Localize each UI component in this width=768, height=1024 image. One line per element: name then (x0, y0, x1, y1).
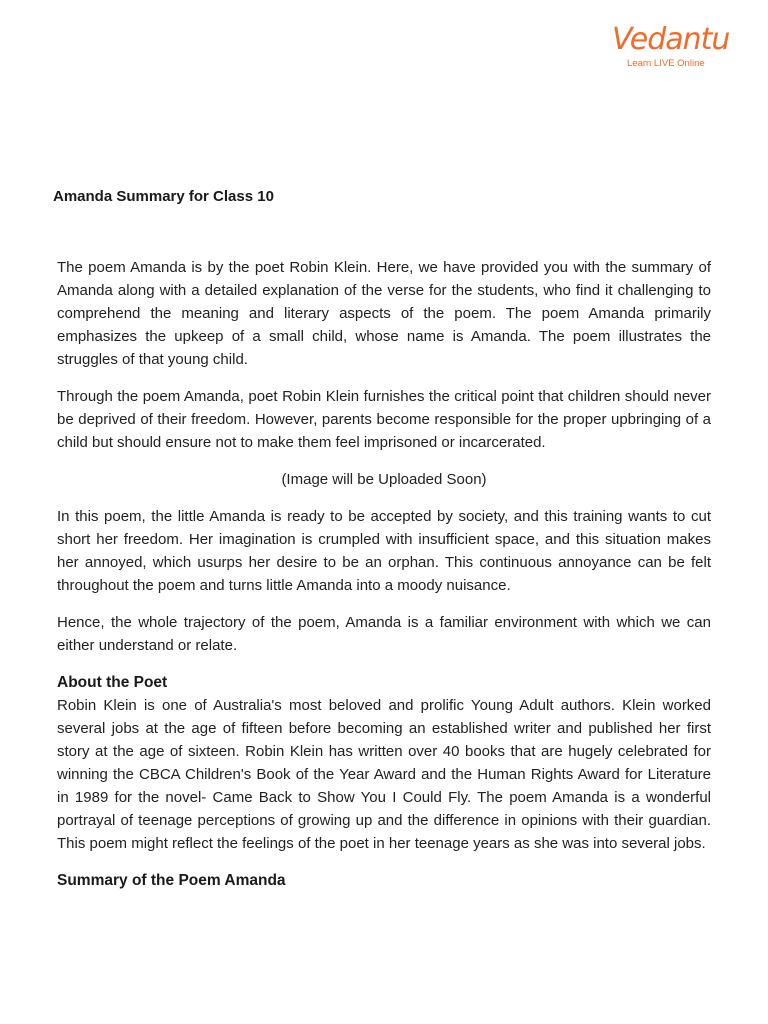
logo-wordmark: Vedantu (612, 22, 730, 57)
document-body (57, 256, 711, 892)
paragraph: In this poem, the little Amanda is ready to be accepted by society, and this training wants to cut short her freedom. Her imagination is crumpled with insufficient space, and this situation makes her annoyed, which usurps her desire to be an orphan. This continuous annoyance can be felt throughout the poem and turns little Amanda into a moody nuisance. (57, 508, 711, 594)
page-title: Amanda Summary for Class 10 (53, 188, 274, 205)
section-body-about-poet: Robin Klein is one of Australia's most beloved and prolific Young Adult authors. Klein worked several jobs at the age of fifteen before becoming an established writer and published her first story at the age of sixteen. Robin Klein has written over 40 books that are hugely celebrated for winning the CBCA Children's Book of the Year Award and the Human Rights Award for Literature in 1989 for the novel- Came Back to Show You I Could Fly. The poem Amanda is a wonderful portrayal of teenage perceptions of growing up and the difference in opinions with their guardian. This poem might reflect the feelings of the poet in her teenage years as she was into several jobs. (57, 697, 711, 852)
paragraph: Through the poem Amanda, poet Robin Klein furnishes the critical point that children should never be deprived of their freedom. However, parents become responsible for the proper upbringing of a child but should ensure not to make them feel imprisoned or incarcerated. (57, 388, 711, 451)
section-heading-about-poet: About the Poet (57, 674, 168, 691)
logo-tagline: Learn LIVE Online (627, 58, 705, 69)
vedantu-logo (612, 22, 730, 72)
image-placeholder-note: (Image will be Uploaded Soon) (281, 471, 487, 488)
section-heading-summary: Summary of the Poem Amanda (57, 872, 286, 889)
paragraph: The poem Amanda is by the poet Robin Klein. Here, we have provided you with the summary of Amanda along with a detailed explanation of the verse for the students, who find it challenging to comprehend the meaning and literary aspects of the poem. The poem Amanda primarily emphasizes the upkeep of a small child, whose name is Amanda. The poem illustrates the struggles of that young child. (57, 259, 711, 368)
paragraph: Hence, the whole trajectory of the poem, Amanda is a familiar environment with which we can either understand or relate. (57, 614, 711, 654)
